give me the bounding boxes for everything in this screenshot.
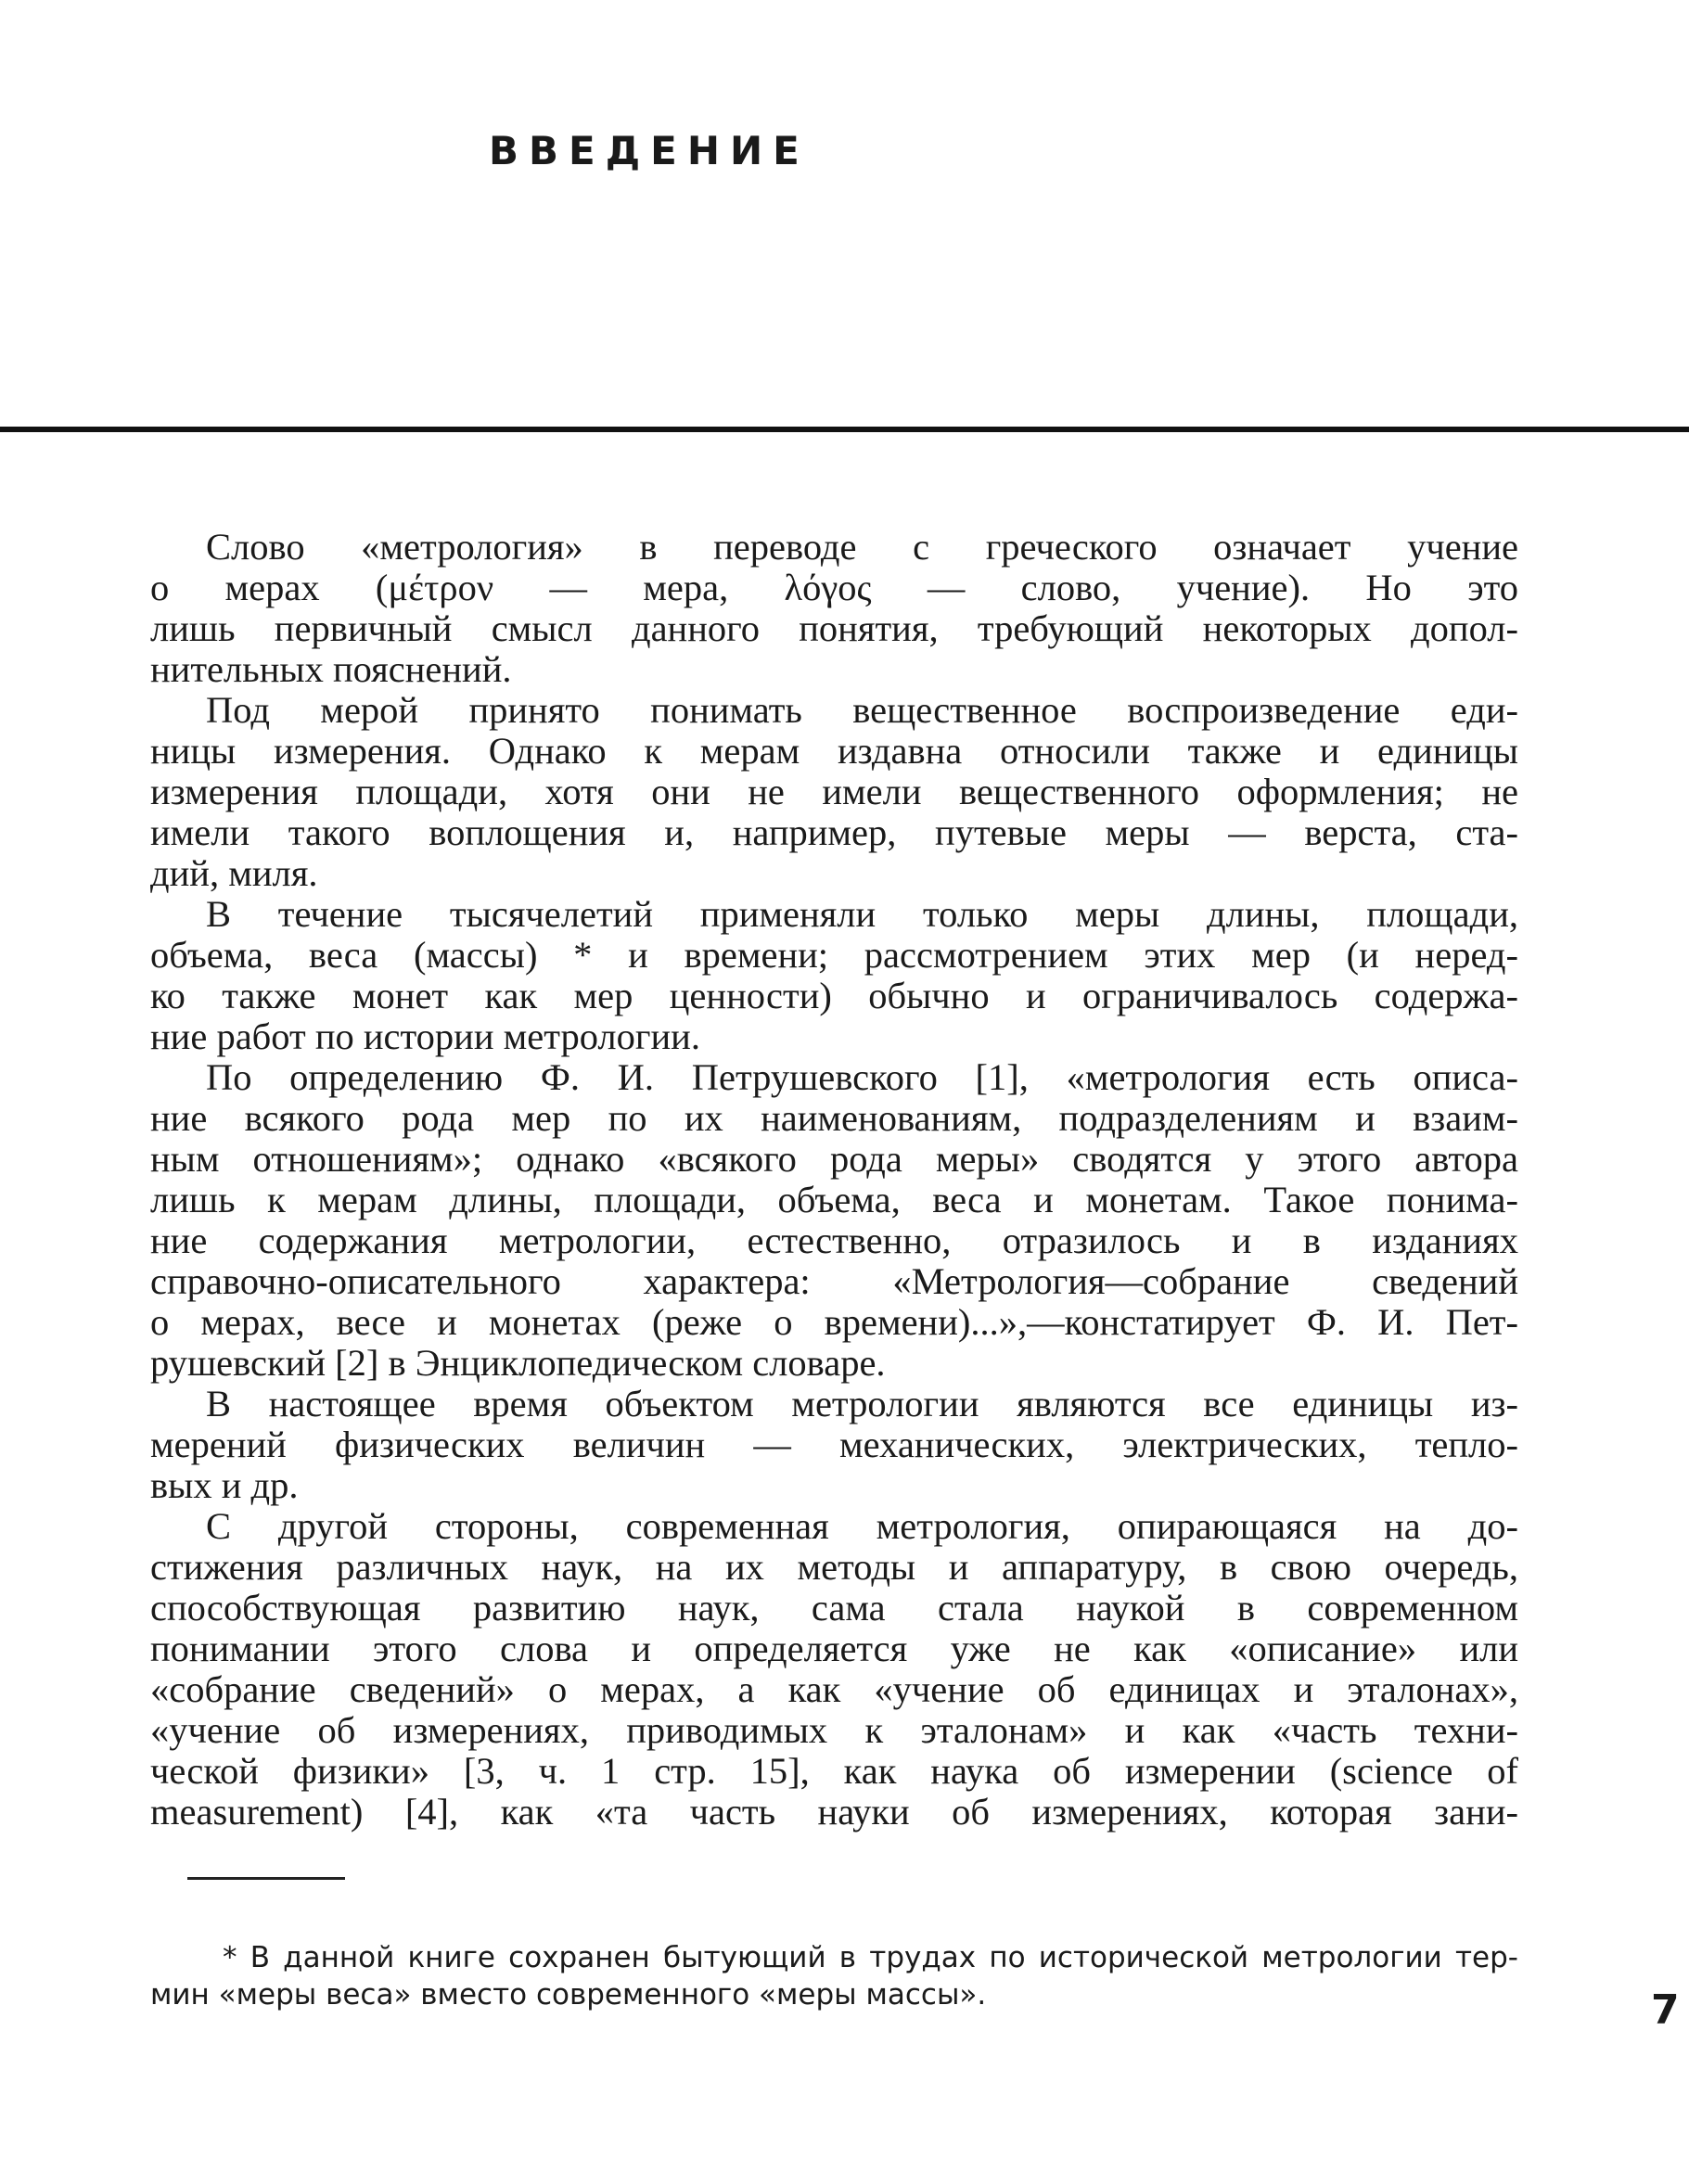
footnote-line: мин «меры веса» вместо современного «меры массы».: [150, 1978, 987, 2012]
paragraph: [150, 1057, 1518, 1384]
footnote-line: * В данной книге сохранен бытующий в трудах по исторической метрологии тер-: [223, 1941, 1518, 1974]
text-line: ческой физики» [3, ч. 1 стр. 15], как наука об измерении (science of: [150, 1750, 1518, 1792]
text-line: объема, веса (массы) * и времени; рассмотрением этих мер (и неред-: [150, 934, 1518, 976]
paragraph: [150, 690, 1518, 894]
text-line: ко также монет как мер ценности) обычно и ограничивалось содержа-: [150, 975, 1518, 1016]
text-line: Слово «метрология» в переводе с греческого означает учение: [206, 526, 1518, 568]
footnote-divider: [187, 1877, 345, 1880]
text-line: имели такого воплощения и, например, путевые меры — верста, ста-: [150, 811, 1518, 853]
text-line: мерений физических величин — механических, электрических, тепло-: [150, 1424, 1518, 1465]
text-line: вых и др.: [150, 1464, 299, 1506]
text-line: measurement) [4], как «та часть науки об измерениях, которая зани-: [150, 1791, 1518, 1833]
paragraph: [150, 894, 1518, 1057]
text-line: В течение тысячелетий применяли только меры длины, площади,: [206, 893, 1518, 935]
text-line: понимании этого слова и определяется уже не как «описание» или: [150, 1628, 1518, 1669]
text-line: Под мерой принято понимать вещественное воспроизведение еди-: [206, 689, 1518, 731]
text-line: В настоящее время объектом метрологии являются все единицы из-: [206, 1383, 1518, 1424]
text-line: нительных пояснений.: [150, 648, 512, 690]
text-line: о мерах, весе и монетах (реже о времени)...»,—констатирует Ф. И. Пет-: [150, 1301, 1518, 1343]
text-line: ницы измерения. Однако к мерам издавна относили также и единицы: [150, 730, 1518, 772]
page-number: 7: [1651, 1986, 1680, 2034]
text-line: ние содержания метрологии, естественно, отразилось и в изданиях: [150, 1220, 1518, 1261]
text-line: ным отношениям»; однако «всякого рода меры» сводятся у этого автора: [150, 1138, 1518, 1180]
text-line: ние работ по истории метрологии.: [150, 1015, 700, 1057]
text-line: лишь первичный смысл данного понятия, требующий некоторых допол-: [150, 607, 1518, 649]
text-line: «собрание сведений» о мерах, а как «учение об единицах и эталонах»,: [150, 1668, 1518, 1710]
text-line: о мерах (μέτρον — мера, λόγος — слово, учение). Но это: [150, 567, 1518, 608]
text-line: измерения площади, хотя они не имели вещественного оформления; не: [150, 771, 1518, 812]
text-line: По определению Ф. И. Петрушевского [1], «метрология есть описа-: [206, 1056, 1518, 1098]
paragraph: [150, 1506, 1518, 1833]
text-line: рушевский [2] в Энциклопедическом словаре.: [150, 1342, 886, 1384]
footnote: [150, 1939, 1518, 2013]
header-divider: [0, 427, 1689, 432]
paragraph: [150, 1384, 1518, 1506]
text-line: «учение об измерениях, приводимых к эталонам» и как «часть техни-: [150, 1709, 1518, 1751]
text-line: справочно-описательного характера: «Метрология—собрание сведений: [150, 1260, 1518, 1302]
text-line: С другой стороны, современная метрология, опирающаяся на до-: [206, 1505, 1518, 1547]
page-title: ВВЕДЕНИЕ: [489, 128, 810, 173]
text-line: способствующая развитию наук, сама стала наукой в современном: [150, 1587, 1518, 1628]
text-line: стижения различных наук, на их методы и аппаратуру, в свою очередь,: [150, 1546, 1518, 1588]
text-line: дий, миля.: [150, 852, 318, 894]
body-text: [150, 527, 1518, 1833]
text-line: ние всякого рода мер по их наименованиям, подразделениям и взаим-: [150, 1097, 1518, 1139]
text-line: лишь к мерам длины, площади, объема, веса и монетам. Такое понима-: [150, 1179, 1518, 1220]
paragraph: [150, 527, 1518, 690]
